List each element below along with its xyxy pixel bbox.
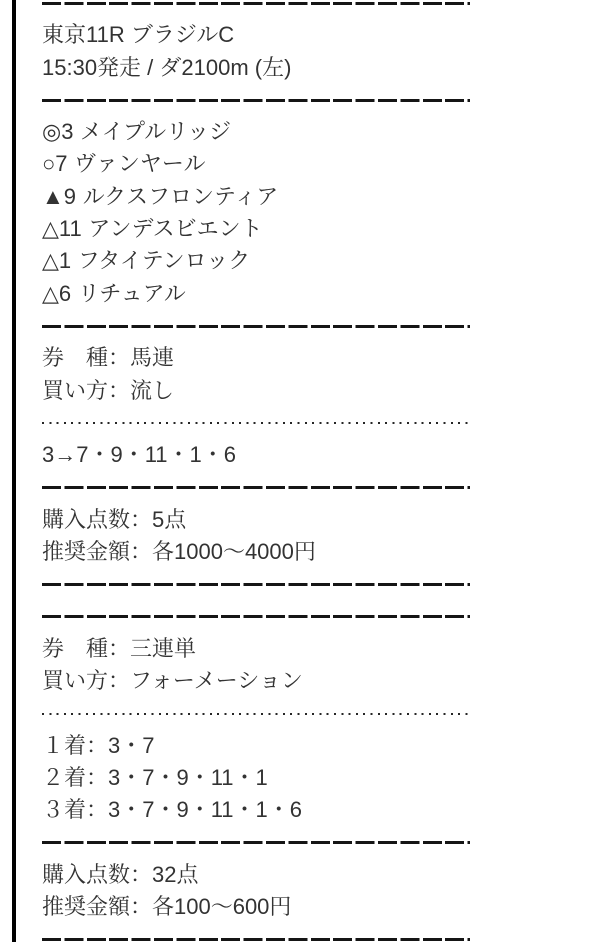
- separator-bar: [42, 938, 470, 941]
- sanrentan-method: 買い方：フォーメーション: [42, 668, 303, 694]
- separator-line: [42, 310, 608, 342]
- separator-line: [42, 0, 608, 19]
- tip-quote-block: [12, 0, 608, 942]
- pick-horse-name: ヴァンヤール: [74, 151, 206, 177]
- sanrentan-second-place: ２着：3・7・9・11・1: [42, 765, 268, 791]
- dotted-separator-line: [42, 407, 608, 439]
- sanrentan-third-place: ３着：3・7・9・11・1・6: [42, 797, 303, 823]
- pick-mark: △: [42, 216, 59, 242]
- pick-number: 7: [55, 151, 68, 177]
- pick-mark: △: [42, 248, 59, 274]
- dotted-separator-line: [42, 698, 608, 730]
- separator-line: [42, 827, 608, 859]
- pick-number: 1: [58, 248, 72, 274]
- separator-bar: [42, 2, 470, 5]
- race-title: 東京11R ブラジルC: [42, 22, 235, 48]
- sanrentan-ticket-type: 券 種：三連単: [42, 635, 197, 661]
- pick-mark: △: [42, 280, 59, 306]
- pick-row: [42, 181, 608, 213]
- pick-number: 3: [61, 119, 74, 145]
- umaren-ticket-type: 券 種：馬連: [42, 345, 175, 371]
- pick-horse-name: ルクスフロンティア: [82, 183, 279, 209]
- separator-bar: [42, 583, 470, 586]
- pick-row: [42, 116, 608, 148]
- pick-horse-name: リチュアル: [77, 280, 186, 306]
- pick-horse-name: メイプルリッジ: [80, 119, 232, 145]
- pick-mark: ○: [42, 151, 56, 177]
- pick-row: [42, 278, 608, 310]
- separator-bar: [42, 841, 470, 844]
- pick-number: 11: [58, 216, 82, 242]
- pick-row: [42, 245, 608, 277]
- pick-horse-name: アンデスビエント: [88, 216, 263, 242]
- pick-mark: ▲: [42, 183, 64, 209]
- umaren-method: 買い方：流し: [42, 377, 175, 403]
- pick-row: [42, 148, 608, 180]
- umaren-amount: 推奨金額：各1000〜4000円: [42, 539, 316, 565]
- dotted-separator-bar: [42, 422, 470, 424]
- pick-row: [42, 213, 608, 245]
- separator-line: [42, 84, 608, 116]
- separator-bar: [42, 99, 470, 102]
- separator-line: [42, 601, 608, 633]
- umaren-points: 購入点数：5点: [42, 506, 187, 532]
- sanrentan-points: 購入点数：32点: [42, 862, 199, 888]
- pick-number: 9: [63, 183, 77, 209]
- separator-bar: [42, 615, 470, 618]
- separator-line: [42, 568, 608, 600]
- race-start-info: 15:30発走 / ダ2100m (左): [42, 54, 292, 80]
- separator-line: [42, 924, 608, 942]
- separator-line: [42, 471, 608, 503]
- pick-mark: ◎: [42, 119, 62, 145]
- pick-horse-name: フタイテンロック: [77, 248, 251, 274]
- separator-bar: [42, 325, 470, 328]
- dotted-separator-bar: [42, 713, 470, 715]
- separator-bar: [42, 486, 470, 489]
- sanrentan-amount: 推奨金額：各100〜600円: [42, 894, 292, 920]
- umaren-selection: 3→7・9・11・1・6: [42, 442, 237, 468]
- pick-number: 6: [58, 280, 72, 306]
- sanrentan-first-place: １着：3・7: [42, 732, 155, 758]
